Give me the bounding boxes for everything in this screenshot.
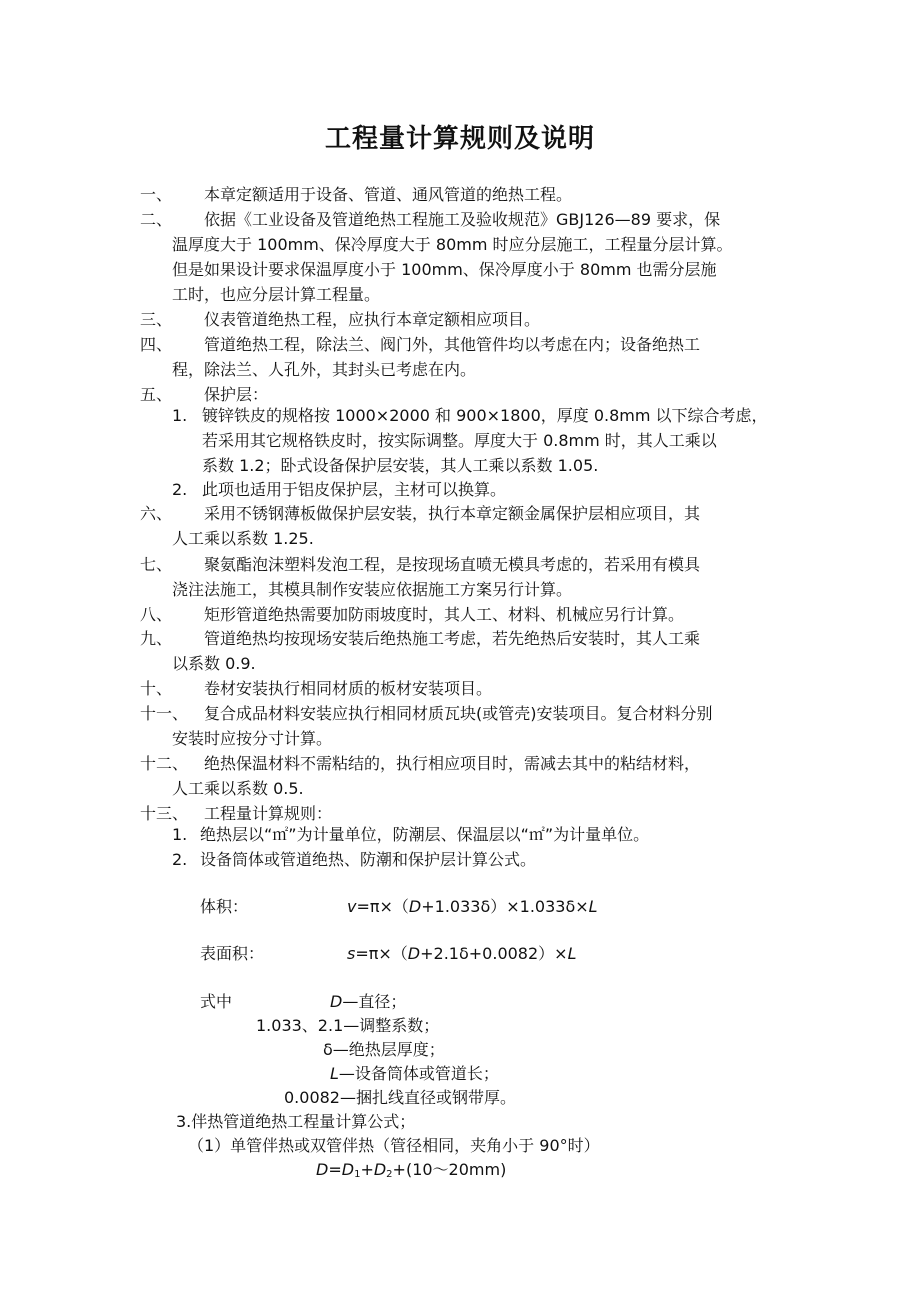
tracing-heading: 3.伴热管道绝热工程量计算公式； [176, 1112, 416, 1131]
item-line: 仪表管道绝热工程，应执行本章定额相应项目。 [204, 310, 541, 329]
item-number: 八、 [140, 605, 173, 624]
sub-item-line: 设备筒体或管道绝热、防潮和保护层计算公式。 [200, 850, 537, 869]
length-var: L [588, 897, 598, 916]
legend-coefficient: 1.033、2.1—调整系数； [256, 1016, 440, 1035]
legend-wire: 0.0082—捆扎线直径或钢带厚。 [284, 1088, 516, 1107]
sub-item-number: 1. [172, 406, 188, 425]
sub-item-line: 若采用其它规格铁皮时，按实际调整。厚度大于 0.8mm 时，其人工乘以 [202, 431, 717, 450]
item-line: 本章定额适用于设备、管道、通风管道的绝热工程。 [204, 185, 573, 204]
sub-item-number: 1. [172, 825, 188, 844]
item-line: 程，除法兰、人孔外，其封头已考虑在内。 [172, 360, 477, 379]
item-line: 保护层： [204, 385, 269, 404]
item-line: 人工乘以系数 1.25. [172, 529, 314, 548]
formula-part: =π×（ [355, 944, 408, 963]
item-line: 温厚度大于 100mm、保冷厚度大于 80mm 时应分层施工，工程量分层计算。 [172, 235, 733, 254]
item-line: 采用不锈钢薄板做保护层安装，执行本章定额金属保护层相应项目，其 [204, 504, 701, 523]
volume-var: v [347, 897, 357, 916]
item-number: 九、 [140, 629, 173, 648]
formula-part: +2.1δ+0.0082）× [420, 944, 568, 963]
sub-item-line: 系数 1.2；卧式设备保护层安装，其人工乘以系数 1.05. [202, 456, 599, 475]
tracing-case: （1）单管伴热或双管伴热（管径相同，夹角小于 90°时） [188, 1136, 600, 1155]
sub-item-line: 此项也适用于铝皮保护层，主材可以换算。 [202, 480, 507, 499]
surface-label: 表面积： [200, 944, 265, 963]
item-line: 以系数 0.9. [172, 654, 256, 673]
item-line: 管道绝热均按现场安装后绝热施工考虑，若先绝热后安装时，其人工乘 [204, 629, 701, 648]
diameter-var: D [341, 1160, 355, 1179]
legend-length [330, 1063, 499, 1085]
diameter-var: D [330, 992, 343, 1011]
item-line: 浇注法施工，其模具制作安装应依据施工方案另行计算。 [172, 580, 573, 599]
legend-diameter [330, 991, 406, 1013]
sub-item-number: 2. [172, 850, 188, 869]
item-number: 十三、 [140, 804, 189, 823]
diameter-var: D [408, 897, 422, 916]
legend-text: —直径； [342, 992, 407, 1011]
diameter-var: D [407, 944, 421, 963]
item-line: 但是如果设计要求保温厚度小于 100mm、保冷厚度小于 80mm 也需分层施 [172, 260, 717, 279]
item-number: 六、 [140, 504, 173, 523]
item-line: 依据《工业设备及管道绝热工程施工及验收规范》GBJ126—89 要求，保 [204, 210, 721, 229]
legend-intro: 式中 [200, 992, 233, 1011]
item-line: 安装时应按分寸计算。 [172, 729, 333, 748]
sub-item-number: 2. [172, 480, 188, 499]
length-var: L [330, 1064, 339, 1083]
item-line: 工时，也应分层计算工程量。 [172, 285, 381, 304]
item-line: 绝热保温材料不需粘结的，执行相应项目时，需减去其中的粘结材料， [204, 754, 701, 773]
formula-part: +(10～20mm) [392, 1160, 507, 1179]
surface-formula [347, 943, 577, 965]
item-number: 三、 [140, 310, 173, 329]
page-title: 工程量计算规则及说明 [324, 124, 595, 154]
surface-var: s [347, 944, 356, 963]
item-number: 七、 [140, 555, 173, 574]
formula-part: + [360, 1160, 374, 1179]
subscript: 1 [354, 1169, 361, 1180]
tracing-formula [316, 1159, 506, 1186]
item-line: 工程量计算规则： [204, 804, 333, 823]
item-number: 十一、 [140, 704, 189, 723]
item-line: 矩形管道绝热需要加防雨坡度时，其人工、材料、机械应另行计算。 [204, 605, 685, 624]
legend-thickness: δ—绝热层厚度； [323, 1040, 445, 1059]
item-line: 聚氨酯泡沫塑料发泡工程，是按现场直喷无模具考虑的，若采用有模具 [204, 555, 701, 574]
diameter-var: D [316, 1160, 329, 1179]
item-number: 二、 [140, 210, 173, 229]
volume-label: 体积： [200, 897, 249, 916]
legend-text: —设备筒体或管道长； [338, 1064, 499, 1083]
item-number: 一、 [140, 185, 173, 204]
formula-part: = [328, 1160, 342, 1179]
item-number: 十、 [140, 679, 173, 698]
length-var: L [567, 944, 577, 963]
item-line: 卷材安装执行相同材质的板材安装项目。 [204, 679, 493, 698]
item-line: 人工乘以系数 0.5. [172, 779, 304, 798]
item-number: 五、 [140, 385, 173, 404]
diameter-var: D [373, 1160, 387, 1179]
formula-part: =π×（ [356, 897, 409, 916]
subscript: 2 [386, 1169, 393, 1180]
item-number: 十二、 [140, 754, 189, 773]
item-line: 管道绝热工程，除法兰、阀门外，其他管件均以考虑在内；设备绝热工 [204, 335, 701, 354]
sub-item-line: 绝热层以“㎡”为计量单位，防潮层、保温层以“㎡”为计量单位。 [200, 825, 650, 844]
item-number: 四、 [140, 335, 173, 354]
formula-part: +1.033δ）×1.033δ× [421, 897, 589, 916]
volume-formula [347, 896, 598, 918]
item-line: 复合成品材料安装应执行相同材质瓦块(或管壳)安装项目。复合材料分别 [204, 704, 713, 723]
sub-item-line: 镀锌铁皮的规格按 1000×2000 和 900×1800，厚度 0.8mm 以下综合考虑， [202, 406, 768, 425]
